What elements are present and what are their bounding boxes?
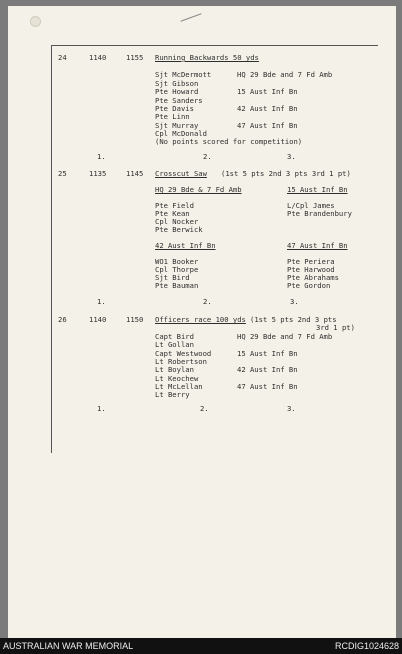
place-3: 3. [287, 404, 296, 413]
top-rule [51, 45, 378, 46]
competitor: Sjt Gibson [155, 79, 199, 88]
competitor: WO1 Booker [155, 257, 199, 266]
competitor: Lt Gollan [155, 340, 194, 349]
footer-institution: AUSTRALIAN WAR MEMORIAL [3, 641, 134, 651]
competitor: Pte Sanders [155, 96, 203, 105]
end-time: 1145 [126, 169, 144, 178]
competitor: Pte Berwick [155, 225, 203, 234]
place-3: 3. [290, 297, 299, 306]
team-unit: 15 Aust Inf Bn [287, 185, 348, 194]
competitor: Cpl Nocker [155, 217, 199, 226]
unit: 47 Aust Inf Bn [237, 382, 298, 391]
place-1: 1. [97, 297, 106, 306]
unit: 42 Aust Inf Bn [237, 104, 298, 113]
team-unit: 47 Aust Inf Bn [287, 241, 348, 250]
competitor: Pte Davis [155, 104, 194, 113]
end-time: 1155 [126, 53, 144, 62]
competitor: Pte Periera [287, 257, 335, 266]
event-title: Crosscut Saw [155, 169, 207, 178]
note: (No points scored for competition) [155, 137, 303, 146]
competitor: Pte Linn [155, 112, 190, 121]
competitor: L/Cpl James [287, 201, 335, 210]
event-number: 24 [58, 53, 67, 62]
competitor: Pte Bauman [155, 281, 199, 290]
competitor: Pte Field [155, 201, 194, 210]
competitor: Sjt McDermott [155, 70, 212, 79]
unit: 15 Aust Inf Bn [237, 87, 298, 96]
competitor: Lt Boylan [155, 365, 194, 374]
unit: 42 Aust Inf Bn [237, 365, 298, 374]
competitor: Lt Robertson [155, 357, 207, 366]
points-note-cont: 3rd 1 pt) [316, 323, 355, 332]
competitor: Pte Harwood [287, 265, 335, 274]
event-title: Officers race 100 yds [155, 315, 246, 324]
place-1: 1. [97, 152, 106, 161]
place-2: 2. [200, 404, 209, 413]
points-note: (1st 5 pts 2nd 3 pts 3rd 1 pt) [221, 169, 351, 178]
competitor: Capt Westwood [155, 349, 212, 358]
place-2: 2. [203, 152, 212, 161]
end-time: 1150 [126, 315, 144, 324]
competitor: Cpl Thorpe [155, 265, 199, 274]
event-number: 26 [58, 315, 67, 324]
unit: 15 Aust Inf Bn [237, 349, 298, 358]
start-time: 1135 [89, 169, 107, 178]
team-unit: HQ 29 Bde & 7 Fd Amb [155, 185, 242, 194]
place-2: 2. [203, 297, 212, 306]
team-unit: 42 Aust Inf Bn [155, 241, 216, 250]
place-1: 1. [97, 404, 106, 413]
punch-hole [30, 16, 41, 27]
left-margin-rule [51, 45, 52, 453]
archive-footer [0, 638, 402, 654]
footer-reference: RCDIG1024628 [334, 641, 399, 651]
competitor: Sjt Murray [155, 121, 199, 130]
place-3: 3. [287, 152, 296, 161]
competitor: Lt McLellan [155, 382, 203, 391]
competitor: Pte Brandenbury [287, 209, 352, 218]
competitor: Pte Kean [155, 209, 190, 218]
event-title: Running Backwards 50 yds [155, 53, 259, 62]
unit: HQ 29 Bde and 7 Fd Amb [237, 332, 333, 341]
competitor: Cpl McDonald [155, 129, 207, 138]
unit: HQ 29 Bde and 7 Fd Amb [237, 70, 333, 79]
competitor: Capt Bird [155, 332, 194, 341]
competitor: Sjt Bird [155, 273, 190, 282]
points-note: (1st 5 pts 2nd 3 pts [250, 315, 337, 324]
unit: 47 Aust Inf Bn [237, 121, 298, 130]
competitor: Pte Howard [155, 87, 199, 96]
start-time: 1140 [89, 53, 107, 62]
competitor: Lt Keochew [155, 374, 199, 383]
competitor: Lt Berry [155, 390, 190, 399]
event-number: 25 [58, 169, 67, 178]
competitor: Pte Abrahams [287, 273, 339, 282]
start-time: 1140 [89, 315, 107, 324]
competitor: Pte Gordon [287, 281, 331, 290]
